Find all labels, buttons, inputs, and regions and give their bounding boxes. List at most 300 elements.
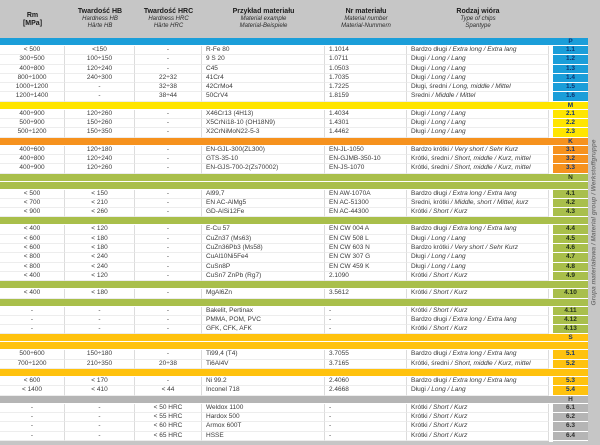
- hardness-hrc-cell: -: [135, 208, 202, 217]
- group-code-cell: 3.2: [553, 155, 588, 164]
- group-code-cell: 4.3: [553, 208, 588, 217]
- material-number-cell: EN CW 603 N: [325, 244, 407, 253]
- chip-type-pl: Bardzo długi: [411, 189, 448, 197]
- material-example-cell: X5CrNi18-10 (OH18N9): [202, 119, 325, 128]
- hardness-hrc-cell: -: [135, 289, 202, 298]
- hardness-hb-cell: -: [65, 307, 135, 316]
- chip-type-cell: [407, 55, 549, 64]
- group-letter: [553, 342, 588, 350]
- table-row: [0, 253, 588, 262]
- table-row: [0, 65, 588, 74]
- chip-type-intl: / Long / Lang: [425, 109, 466, 117]
- hardness-hb-cell: 120÷260: [65, 110, 135, 119]
- material-number-cell: 1.0711: [325, 55, 407, 64]
- hardness-hb-cell: -: [65, 413, 135, 422]
- material-number-cell: 1.4301: [325, 119, 407, 128]
- material-example-cell: CuSn7 ZnPb (Rg7): [202, 272, 325, 281]
- hardness-hrc-cell: -: [135, 110, 202, 119]
- material-example-cell: Hardox 500: [202, 413, 325, 422]
- material-example-cell: Al99,7: [202, 190, 325, 199]
- group-band-bar: [0, 334, 553, 342]
- material-number-cell: -: [325, 404, 407, 413]
- chip-type-cell: [407, 289, 549, 298]
- group-letter: M: [553, 102, 588, 110]
- chip-type-cell: [407, 325, 549, 334]
- table-row: [0, 164, 588, 173]
- chip-type-cell: [407, 155, 549, 164]
- header-chip-type: Rodzaj wióra Type of chips Spantype: [456, 8, 500, 29]
- hardness-hrc-cell: -: [135, 350, 202, 359]
- chip-type-pl: Długi: [411, 64, 426, 72]
- hardness-hb-cell: -: [65, 422, 135, 431]
- group-code-cell: 1.2: [553, 55, 588, 64]
- chip-type-pl: Bardzo długi: [411, 46, 448, 53]
- material-example-cell: GFK, CFK, AFK: [202, 325, 325, 334]
- group-code-cell: 4.7: [553, 253, 588, 262]
- side-label-text: Grupa materiałowa / Material group / Werkstoffgruppe: [590, 139, 598, 306]
- rm-cell: -: [0, 413, 65, 422]
- group-band: [0, 334, 588, 342]
- material-example-cell: 41Cr4: [202, 74, 325, 83]
- material-number-cell: -: [325, 413, 407, 422]
- chip-type-pl: Długi: [411, 386, 426, 394]
- group-code-cell: 1.4: [553, 74, 588, 83]
- chip-type-cell: [407, 422, 549, 431]
- hardness-hrc-cell: -: [135, 325, 202, 334]
- chip-type-intl: / Long / Lang: [425, 253, 466, 261]
- chip-type-intl: / Short / Kurz: [427, 289, 468, 297]
- chip-type-pl: Krótki, średni: [411, 164, 449, 172]
- chip-type-cell: [407, 360, 549, 369]
- table-row: [0, 386, 588, 395]
- hardness-hrc-cell: -: [135, 263, 202, 272]
- table-row: [0, 146, 588, 155]
- hardness-hrc-cell: -: [135, 272, 202, 281]
- hardness-hb-cell: < 120: [65, 272, 135, 281]
- material-number-cell: 2.4060: [325, 377, 407, 386]
- chip-type-pl: Krótki: [411, 412, 428, 420]
- hardness-hb-cell: -: [65, 432, 135, 441]
- hardness-hb-cell: 100÷150: [65, 55, 135, 64]
- rm-cell: < 900: [0, 208, 65, 217]
- table-row: [0, 432, 588, 441]
- chip-type-pl: Krótki: [411, 271, 428, 279]
- chip-type-pl: Bardzo długi: [411, 350, 448, 358]
- chip-type-cell: [407, 74, 549, 83]
- group-letter: [553, 217, 588, 225]
- group-letter: N: [553, 174, 588, 182]
- material-number-cell: -: [325, 316, 407, 325]
- chip-type-pl: Krótki: [411, 208, 428, 216]
- rm-cell: 800÷1000: [0, 74, 65, 83]
- rm-cell: < 500: [0, 190, 65, 199]
- material-number-cell: EN AC-51300: [325, 199, 407, 208]
- group-code-cell: 1.6: [553, 92, 588, 101]
- material-number-cell: -: [325, 307, 407, 316]
- chip-type-pl: Krótki: [411, 431, 428, 439]
- header-material-example: Przykład materiału Material example Material-Beispiele: [232, 8, 295, 29]
- group-code-cell: 6.4: [553, 432, 588, 441]
- group-code-cell: 1.1: [553, 46, 588, 55]
- hardness-hb-cell: 120÷180: [65, 146, 135, 155]
- chip-type-intl: / Short / Kurz: [427, 431, 468, 439]
- hardness-hb-cell: 150÷180: [65, 350, 135, 359]
- hardness-hb-cell: < 240: [65, 263, 135, 272]
- material-number-cell: 2.4668: [325, 386, 407, 395]
- table-row: [0, 110, 588, 119]
- group-letter: P: [553, 38, 588, 46]
- hardness-hb-cell: < 240: [65, 253, 135, 262]
- material-example-cell: CuZn36Pb3 (Ms58): [202, 244, 325, 253]
- group-band-bar: [0, 174, 553, 182]
- material-number-cell: -: [325, 432, 407, 441]
- chip-type-intl: / Short / Kurz: [427, 306, 468, 314]
- chip-type-cell: [407, 404, 549, 413]
- chip-type-intl: / Extra long / Extra lang: [447, 189, 517, 197]
- chip-type-intl: / Extra long / Extra lang: [447, 350, 517, 358]
- table-row: [0, 404, 588, 413]
- rm-cell: < 600: [0, 235, 65, 244]
- group-code-cell: 1.5: [553, 83, 588, 92]
- chip-type-cell: [407, 225, 549, 234]
- hardness-hrc-cell: -: [135, 146, 202, 155]
- chip-type-intl: / Middle / Mittel: [429, 92, 476, 100]
- group-band-bar: [0, 281, 553, 289]
- table-row: [0, 119, 588, 128]
- hardness-hrc-cell: -: [135, 377, 202, 386]
- group-code-cell: 5.2: [553, 360, 588, 369]
- header-hardness-hrc: Twardość HRC Hardness HRC Härte HRC: [143, 8, 194, 29]
- material-number-cell: 1.7225: [325, 83, 407, 92]
- group-code-cell: 3.1: [553, 146, 588, 155]
- material-example-cell: EN-GJS-700-2(Zs70002): [202, 164, 325, 173]
- group-code-cell: 2.1: [553, 110, 588, 119]
- chip-type-intl: / Extra long / Extra lang: [447, 225, 517, 233]
- table-header: [0, 0, 588, 38]
- table-row: [0, 74, 588, 83]
- hardness-hb-cell: < 150: [65, 190, 135, 199]
- table-row: [0, 272, 588, 281]
- chip-type-intl: / Long / Lang: [425, 128, 466, 136]
- group-letter: [553, 182, 588, 190]
- material-example-cell: Inconel 718: [202, 386, 325, 395]
- chip-type-intl: / Short, middle / Kurz, mittel: [448, 154, 531, 162]
- group-letter: [553, 299, 588, 307]
- header-hardness-hb: Twardość HB Hardness HB Härte HB: [77, 8, 123, 29]
- hardness-hrc-cell: -: [135, 65, 202, 74]
- group-code-cell: 4.9: [553, 272, 588, 281]
- group-band: [0, 281, 588, 289]
- hardness-hrc-cell: -: [135, 199, 202, 208]
- chip-type-cell: [407, 190, 549, 199]
- material-example-cell: Ni 99.2: [202, 377, 325, 386]
- group-band: [0, 396, 588, 404]
- group-band: [0, 38, 588, 46]
- hardness-hrc-cell: < 50 HRC: [135, 404, 202, 413]
- material-example-cell: GTS-35-10: [202, 155, 325, 164]
- table-row: [0, 55, 588, 64]
- group-code-cell: 4.11: [553, 307, 588, 316]
- chip-type-intl: / Short / Kurz: [427, 412, 468, 420]
- chip-type-pl: Bardzo długi: [411, 225, 448, 233]
- chip-type-pl: Bardzo długi: [411, 315, 448, 323]
- chip-type-intl: / Extra long / Extra lang: [447, 377, 517, 385]
- rm-cell: -: [0, 432, 65, 441]
- group-band-bar: [0, 138, 553, 146]
- chip-type-pl: Średni, krótki: [411, 198, 449, 206]
- chip-type-intl: / Extra long / Extra lang: [447, 46, 517, 53]
- rm-cell: 400÷600: [0, 146, 65, 155]
- hardness-hrc-cell: 32÷38: [135, 83, 202, 92]
- group-band: [0, 299, 588, 307]
- rm-cell: -: [0, 316, 65, 325]
- chip-type-intl: / Short, middle / Kurz, mittel: [448, 359, 531, 367]
- table-row: [0, 155, 588, 164]
- hardness-hrc-cell: -: [135, 190, 202, 199]
- group-code-cell: 2.3: [553, 128, 588, 137]
- material-example-cell: Ti6Al4V: [202, 360, 325, 369]
- chip-type-pl: Krótki: [411, 306, 428, 314]
- chip-type-intl: / Very short / Sehr Kurz: [448, 244, 519, 252]
- chip-type-intl: / Long / Lang: [425, 73, 466, 81]
- group-code-cell: 6.1: [553, 404, 588, 413]
- rm-cell: 700÷1200: [0, 360, 65, 369]
- hardness-hb-cell: < 260: [65, 208, 135, 217]
- chip-type-pl: Krótki: [411, 325, 428, 333]
- group-code-cell: 4.4: [553, 225, 588, 234]
- chip-type-cell: [407, 110, 549, 119]
- rm-cell: 300÷500: [0, 55, 65, 64]
- chip-type-cell: [407, 432, 549, 441]
- material-example-cell: Weldox 1100: [202, 404, 325, 413]
- hardness-hrc-cell: -: [135, 164, 202, 173]
- material-number-cell: 2.1090: [325, 272, 407, 281]
- chip-type-pl: Krótki: [411, 403, 428, 411]
- chip-type-intl: / Long / Lang: [425, 119, 466, 127]
- chip-type-intl: / Very short / Sehr Kurz: [448, 145, 519, 153]
- group-band: [0, 102, 588, 110]
- header-material-number: Nr materiału Material number Material-Nummern: [341, 8, 391, 29]
- group-band-bar: [0, 299, 553, 307]
- material-number-cell: EN AW-1070A: [325, 190, 407, 199]
- hardness-hb-cell: < 210: [65, 199, 135, 208]
- group-band: [0, 138, 588, 146]
- chip-type-pl: Długi: [411, 262, 426, 270]
- hardness-hb-cell: -: [65, 404, 135, 413]
- material-example-cell: R-Fe 80: [202, 46, 325, 55]
- group-code-cell: 5.1: [553, 350, 588, 359]
- group-band-bar: [0, 182, 553, 190]
- group-band: [0, 342, 588, 350]
- hardness-hrc-cell: < 60 HRC: [135, 422, 202, 431]
- chip-type-cell: [407, 253, 549, 262]
- group-code-cell: 1.3: [553, 65, 588, 74]
- table-row: [0, 190, 588, 199]
- material-example-cell: MgAl6Zn: [202, 289, 325, 298]
- group-band: [0, 174, 588, 182]
- table-row: [0, 307, 588, 316]
- group-code-cell: 4.12: [553, 316, 588, 325]
- hardness-hrc-cell: -: [135, 128, 202, 137]
- chip-type-pl: Długi: [411, 128, 426, 136]
- group-code-cell: 4.6: [553, 244, 588, 253]
- hardness-hb-cell: 120÷240: [65, 65, 135, 74]
- hardness-hb-cell: -: [65, 83, 135, 92]
- group-code-cell: 4.8: [553, 263, 588, 272]
- group-code-cell: 6.3: [553, 422, 588, 431]
- group-letter: [553, 281, 588, 289]
- material-number-cell: 1.8159: [325, 92, 407, 101]
- group-code-cell: 4.1: [553, 190, 588, 199]
- hardness-hb-cell: 120÷260: [65, 164, 135, 173]
- chip-type-intl: / Short, middle / Kurz, mittel: [448, 164, 531, 172]
- rm-cell: < 400: [0, 272, 65, 281]
- hardness-hb-cell: < 180: [65, 235, 135, 244]
- table-row: [0, 377, 588, 386]
- hardness-hb-cell: 120÷240: [65, 155, 135, 164]
- rm-cell: < 700: [0, 199, 65, 208]
- group-code-cell: 4.2: [553, 199, 588, 208]
- hardness-hrc-cell: -: [135, 316, 202, 325]
- material-number-cell: EN-GJMB-350-10: [325, 155, 407, 164]
- material-example-cell: C45: [202, 65, 325, 74]
- table-row: [0, 244, 588, 253]
- chip-type-pl: Krótki, średni: [411, 359, 449, 367]
- group-letter: [553, 369, 588, 377]
- chip-type-pl: Bardzo krótki: [411, 244, 449, 252]
- material-number-cell: 3.7055: [325, 350, 407, 359]
- table-row: [0, 199, 588, 208]
- chip-type-pl: Długi, średni: [411, 83, 448, 91]
- material-group-side-label: [588, 0, 600, 445]
- material-example-cell: EN AC-AlMg5: [202, 199, 325, 208]
- chip-type-cell: [407, 307, 549, 316]
- material-example-cell: 42CrMo4: [202, 83, 325, 92]
- rm-cell: < 400: [0, 289, 65, 298]
- rm-cell: 1200÷1400: [0, 92, 65, 101]
- hardness-hb-cell: -: [65, 316, 135, 325]
- chip-type-intl: / Short / Kurz: [427, 208, 468, 216]
- rm-cell: < 800: [0, 253, 65, 262]
- chip-type-cell: [407, 350, 549, 359]
- chip-type-pl: Długi: [411, 234, 426, 242]
- hardness-hb-cell: 210÷350: [65, 360, 135, 369]
- material-example-cell: CuSn8P: [202, 263, 325, 272]
- material-number-cell: 1.4034: [325, 110, 407, 119]
- chip-type-pl: Długi: [411, 109, 426, 117]
- table-row: [0, 208, 588, 217]
- chip-type-pl: Długi: [411, 119, 426, 127]
- chip-type-pl: Bardzo krótki: [411, 145, 449, 153]
- group-band-bar: [0, 38, 553, 46]
- table-row: [0, 46, 588, 55]
- group-code-cell: 5.4: [553, 386, 588, 395]
- chip-type-cell: [407, 83, 549, 92]
- chip-type-intl: / Long / Lang: [425, 55, 466, 63]
- chip-type-cell: [407, 263, 549, 272]
- table-row: [0, 128, 588, 137]
- group-code-cell: 4.13: [553, 325, 588, 334]
- material-number-cell: EN CW 004 A: [325, 225, 407, 234]
- chip-type-cell: [407, 65, 549, 74]
- chip-type-cell: [407, 208, 549, 217]
- hardness-hb-cell: 150÷350: [65, 128, 135, 137]
- hardness-hb-cell: < 170: [65, 377, 135, 386]
- material-number-cell: -: [325, 325, 407, 334]
- hardness-hrc-cell: -: [135, 155, 202, 164]
- material-example-cell: 50CrV4: [202, 92, 325, 101]
- chip-type-intl: / Short / Kurz: [427, 325, 468, 333]
- hardness-hrc-cell: < 55 HRC: [135, 413, 202, 422]
- material-number-cell: 1.0503: [325, 65, 407, 74]
- rm-cell: 500÷1200: [0, 128, 65, 137]
- group-band-bar: [0, 369, 553, 377]
- table-row: [0, 422, 588, 431]
- rm-cell: < 600: [0, 377, 65, 386]
- chip-type-cell: [407, 413, 549, 422]
- rm-cell: 400÷900: [0, 164, 65, 173]
- chip-type-intl: / Long / Lang: [425, 386, 466, 394]
- chip-type-cell: [407, 146, 549, 155]
- group-letter: K: [553, 138, 588, 146]
- chip-type-intl: / Long / Lang: [425, 64, 466, 72]
- group-band-bar: [0, 342, 553, 350]
- rm-cell: 1000÷1200: [0, 83, 65, 92]
- chip-type-cell: [407, 377, 549, 386]
- group-code-cell: 6.2: [553, 413, 588, 422]
- rm-cell: < 800: [0, 263, 65, 272]
- rm-cell: 400÷800: [0, 65, 65, 74]
- rm-cell: 500÷900: [0, 119, 65, 128]
- table-row: [0, 413, 588, 422]
- table-row: [0, 316, 588, 325]
- chip-type-cell: [407, 316, 549, 325]
- hardness-hrc-cell: -: [135, 225, 202, 234]
- material-number-cell: 1.1014: [325, 46, 407, 55]
- chip-type-pl: Długi: [411, 55, 426, 63]
- chip-type-cell: [407, 272, 549, 281]
- hardness-hrc-cell: -: [135, 119, 202, 128]
- material-example-cell: CuZn37 (Ms63): [202, 235, 325, 244]
- header-rm: [0, 12, 65, 27]
- group-band: [0, 217, 588, 225]
- group-code-cell: 4.10: [553, 289, 588, 298]
- hardness-hrc-cell: < 44: [135, 386, 202, 395]
- table-row: [0, 83, 588, 92]
- material-example-cell: X2CrNiMoN22-5-3: [202, 128, 325, 137]
- chip-type-intl: / Short / Kurz: [427, 403, 468, 411]
- hardness-hb-cell: < 410: [65, 386, 135, 395]
- group-letter: H: [553, 396, 588, 404]
- chip-type-intl: / Long, middle / Mittel: [447, 83, 511, 91]
- material-example-cell: GD-AlSi12Fe: [202, 208, 325, 217]
- chip-type-cell: [407, 386, 549, 395]
- table-row: [0, 235, 588, 244]
- chip-type-pl: Bardzo długi: [411, 377, 448, 385]
- chip-type-pl: Krótki: [411, 422, 428, 430]
- table-row: [0, 360, 588, 369]
- rm-cell: -: [0, 422, 65, 431]
- chip-type-pl: Długi: [411, 253, 426, 261]
- hardness-hb-cell: 240÷300: [65, 74, 135, 83]
- hardness-hrc-cell: -: [135, 235, 202, 244]
- hardness-hrc-cell: -: [135, 55, 202, 64]
- material-number-cell: 3.5612: [325, 289, 407, 298]
- hardness-hrc-cell: -: [135, 253, 202, 262]
- chip-type-pl: Długi: [411, 73, 426, 81]
- chip-type-intl: / Long / Lang: [425, 262, 466, 270]
- material-number-cell: EN CW 459 K: [325, 263, 407, 272]
